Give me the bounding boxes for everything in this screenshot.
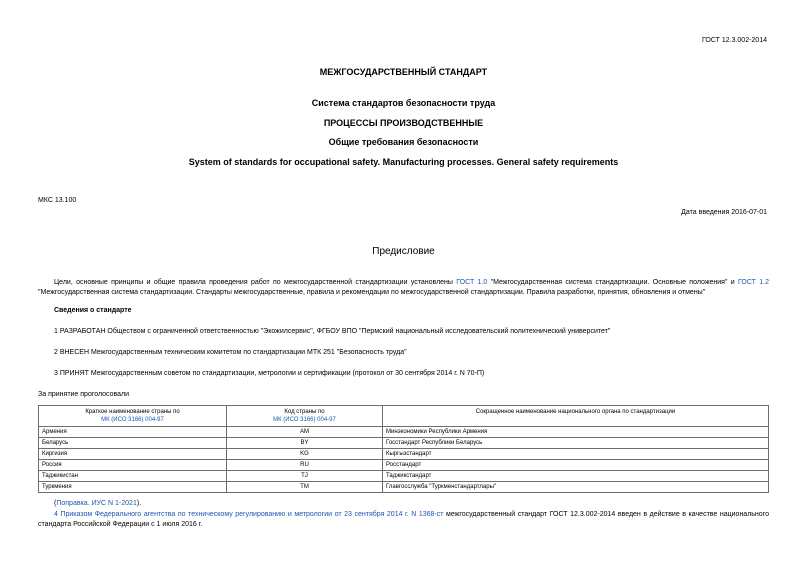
item-developed: 1 РАЗРАБОТАН Обществом с ограниченной ответственностью "Экожилсервис", ФГБОУ ВПО "Пермский национальный исследовательский политехнический университет" xyxy=(54,328,611,335)
foreword-heading: Предисловие xyxy=(372,246,435,257)
standard-english-title: System of standards for occupational safety. Manufacturing processes. General safety requirements xyxy=(188,157,619,167)
table-row xyxy=(39,482,769,493)
cell-country: Армения xyxy=(39,427,227,438)
header-country-code-ref-link[interactable]: МК (ИСО 3166) 004-97 xyxy=(273,417,336,423)
cell-body: Минэкономики Республики Армения xyxy=(383,427,769,438)
voting-countries-table xyxy=(38,405,769,493)
item-introduced: 2 ВНЕСЕН Межгосударственным техническим комитетом по стандартизации МТК 251 "Безопасность труда" xyxy=(54,349,407,356)
cell-body: Росстандарт xyxy=(383,460,769,471)
amendment-link[interactable]: Поправка. ИУС N 1-2021 xyxy=(56,500,137,507)
mks-code: МКС 13.100 xyxy=(38,197,77,204)
header-country-name: Краткое наименование страны по МК (ИСО 3166) 004-97 xyxy=(39,406,227,427)
intro-text-1: Цели, основные принципы и общие правила проведения работ по межгосударственной стандартизации установлены xyxy=(54,279,457,286)
table-row xyxy=(39,471,769,482)
cell-body: Госстандарт Республики Беларусь xyxy=(383,438,769,449)
header-country-name-ref-link[interactable]: МК (ИСО 3166) 004-97 xyxy=(101,417,164,423)
cell-body: Кыргызстандарт xyxy=(383,449,769,460)
gost-1-0-link[interactable]: ГОСТ 1.0 xyxy=(456,279,488,286)
cell-code: TJ xyxy=(227,471,383,482)
cell-code: RU xyxy=(227,460,383,471)
table-header-row xyxy=(39,406,769,427)
standard-info-heading: Сведения о стандарте xyxy=(54,307,132,314)
table-row xyxy=(39,427,769,438)
order-link[interactable]: 4 Приказом Федерального агентства по техническому регулированию и метрологии от 23 сентября 2014 г. N 1368-ст xyxy=(54,511,444,518)
amendment-note: (Поправка. ИУС N 1-2021). xyxy=(54,500,142,507)
document-code: ГОСТ 12.3.002-2014 xyxy=(701,37,767,44)
cell-country: Беларусь xyxy=(39,438,227,449)
cell-code: BY xyxy=(227,438,383,449)
cell-country: Туркмения xyxy=(39,482,227,493)
standard-subtitle: Общие требования безопасности xyxy=(328,137,479,147)
table-row xyxy=(39,460,769,471)
standard-type-heading: МЕЖГОСУДАРСТВЕННЫЙ СТАНДАРТ xyxy=(319,67,488,77)
gost-1-2-link[interactable]: ГОСТ 1.2 xyxy=(738,279,769,286)
standard-system-heading: Система стандартов безопасности труда xyxy=(311,98,496,108)
cell-code: AM xyxy=(227,427,383,438)
cell-code: TM xyxy=(227,482,383,493)
cell-body: Таджикстандарт xyxy=(383,471,769,482)
cell-country: Таджикистан xyxy=(39,471,227,482)
voted-label: За принятие проголосовали xyxy=(38,391,130,398)
table-row xyxy=(39,438,769,449)
introduction-date: Дата введения 2016-07-01 xyxy=(681,209,767,216)
foreword-intro-paragraph xyxy=(38,278,769,298)
cell-country: Россия xyxy=(39,460,227,471)
cell-body: Главгосслужба "Туркменстандартлары" xyxy=(383,482,769,493)
order-text: межгосударственный стандарт ГОСТ 12.3.002-2014 введен в действие в качестве национального стандарта Российской Федерации с 1 июля 2016 г. xyxy=(38,511,769,528)
header-country-code: Код страны по МК (ИСО 3166) 004-97 xyxy=(227,406,383,427)
cell-country: Киргизия xyxy=(39,449,227,460)
intro-text-2: "Межгосударственная система стандартизации. Основные положения" и xyxy=(487,279,738,286)
cell-code: KG xyxy=(227,449,383,460)
table-row xyxy=(39,449,769,460)
header-national-body: Сокращенное наименование национального органа по стандартизации xyxy=(383,406,769,427)
intro-text-3: "Межгосударственная система стандартизации. Стандарты межгосударственные, правила и рекомендации по межгосударственной стандартизации. Правила разработки, принятия, обновления и отмены" xyxy=(38,289,706,296)
standard-title: ПРОЦЕССЫ ПРОИЗВОДСТВЕННЫЕ xyxy=(323,118,484,128)
item-adopted: 3 ПРИНЯТ Межгосударственным советом по стандартизации, метрологии и сертификации (протокол от 30 сентября 2014 г. N 70-П) xyxy=(54,370,485,377)
item-order-paragraph xyxy=(38,510,769,530)
